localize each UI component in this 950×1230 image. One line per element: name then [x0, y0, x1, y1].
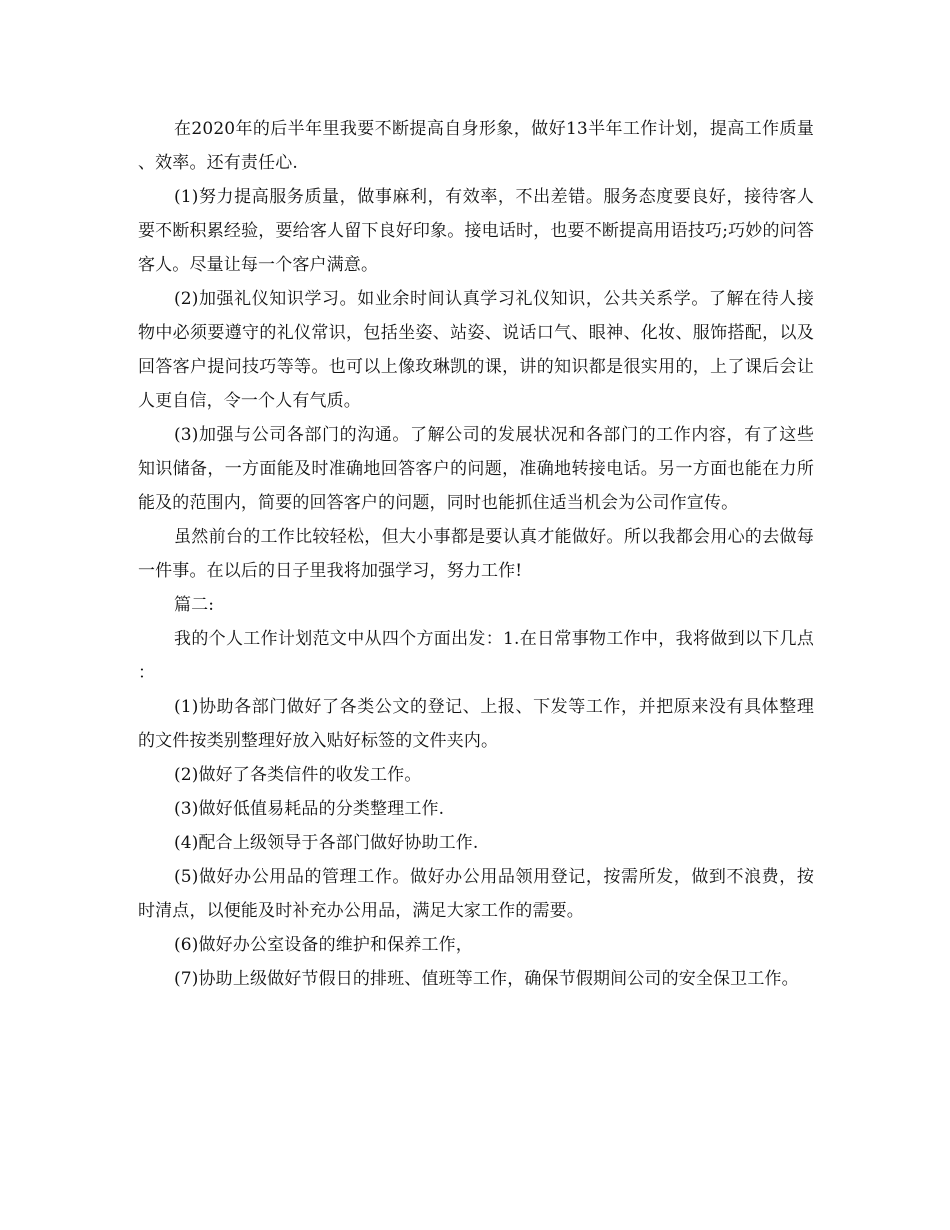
paragraph-item-3: (3)加强与公司各部门的沟通。了解公司的发展状况和各部门的工作内容，有了这些知识储备，一方面能及时准确地回答客户的问题，准确地转接电话。另一方面也能在力所能及的范围内，简要的回答客户的问题，同时也能抓住适当机会为公司作宣传。 — [138, 425, 814, 513]
paragraph-task-4: (4)配合上级领导于各部门做好协助工作. — [174, 833, 479, 853]
paragraph-task-3: (3)做好低值易耗品的分类整理工作. — [174, 799, 445, 819]
paragraph-item-2: (2)加强礼仪知识学习。如业余时间认真学习礼仪知识，公共关系学。了解在待人接物中必须要遵守的礼仪常识，包括坐姿、站姿、说话口气、眼神、化妆、服饰搭配，以及回答客户提问技巧等等。也可以上像玫琳凯的课，讲的知识都是很实用的，上了课后会让人更自信，令一个人有气质。 — [138, 289, 814, 411]
paragraph-intro: 在2020年的后半年里我要不断提高自身形象，做好13半年工作计划，提高工作质量、效率。还有责任心. — [138, 119, 814, 173]
paragraph-item-1: (1)努力提高服务质量，做事麻利，有效率，不出差错。服务态度要良好，接待客人要不断积累经验，要给客人留下良好印象。接电话时，也要不断提高用语技巧;巧妙的问答客人。尽量让每一个客户满意。 — [138, 187, 814, 275]
paragraph-task-1: (1)协助各部门做好了各类公文的登记、上报、下发等工作，并把原来没有具体整理的文件按类别整理好放入贴好标签的文件夹内。 — [138, 697, 814, 751]
paragraph-task-5: (5)做好办公用品的管理工作。做好办公用品领用登记，按需所发，做到不浪费，按时清点，以便能及时补充办公用品，满足大家工作的需要。 — [138, 867, 814, 921]
paragraph-task-6: (6)做好办公室设备的维护和保养工作， — [174, 935, 473, 955]
paragraph-plan-intro: 我的个人工作计划范文中从四个方面出发：1.在日常事物工作中，我将做到以下几点： — [138, 629, 814, 683]
paragraph-summary: 虽然前台的工作比较轻松，但大小事都是要认真才能做好。所以我都会用心的去做每一件事。在以后的日子里我将加强学习，努力工作! — [138, 527, 814, 581]
section-heading: 篇二: — [174, 595, 215, 615]
document-body — [138, 112, 814, 996]
paragraph-task-7: (7)协助上级做好节假日的排班、值班等工作，确保节假期间公司的安全保卫工作。 — [174, 969, 799, 989]
paragraph-task-2: (2)做好了各类信件的收发工作。 — [174, 765, 422, 785]
